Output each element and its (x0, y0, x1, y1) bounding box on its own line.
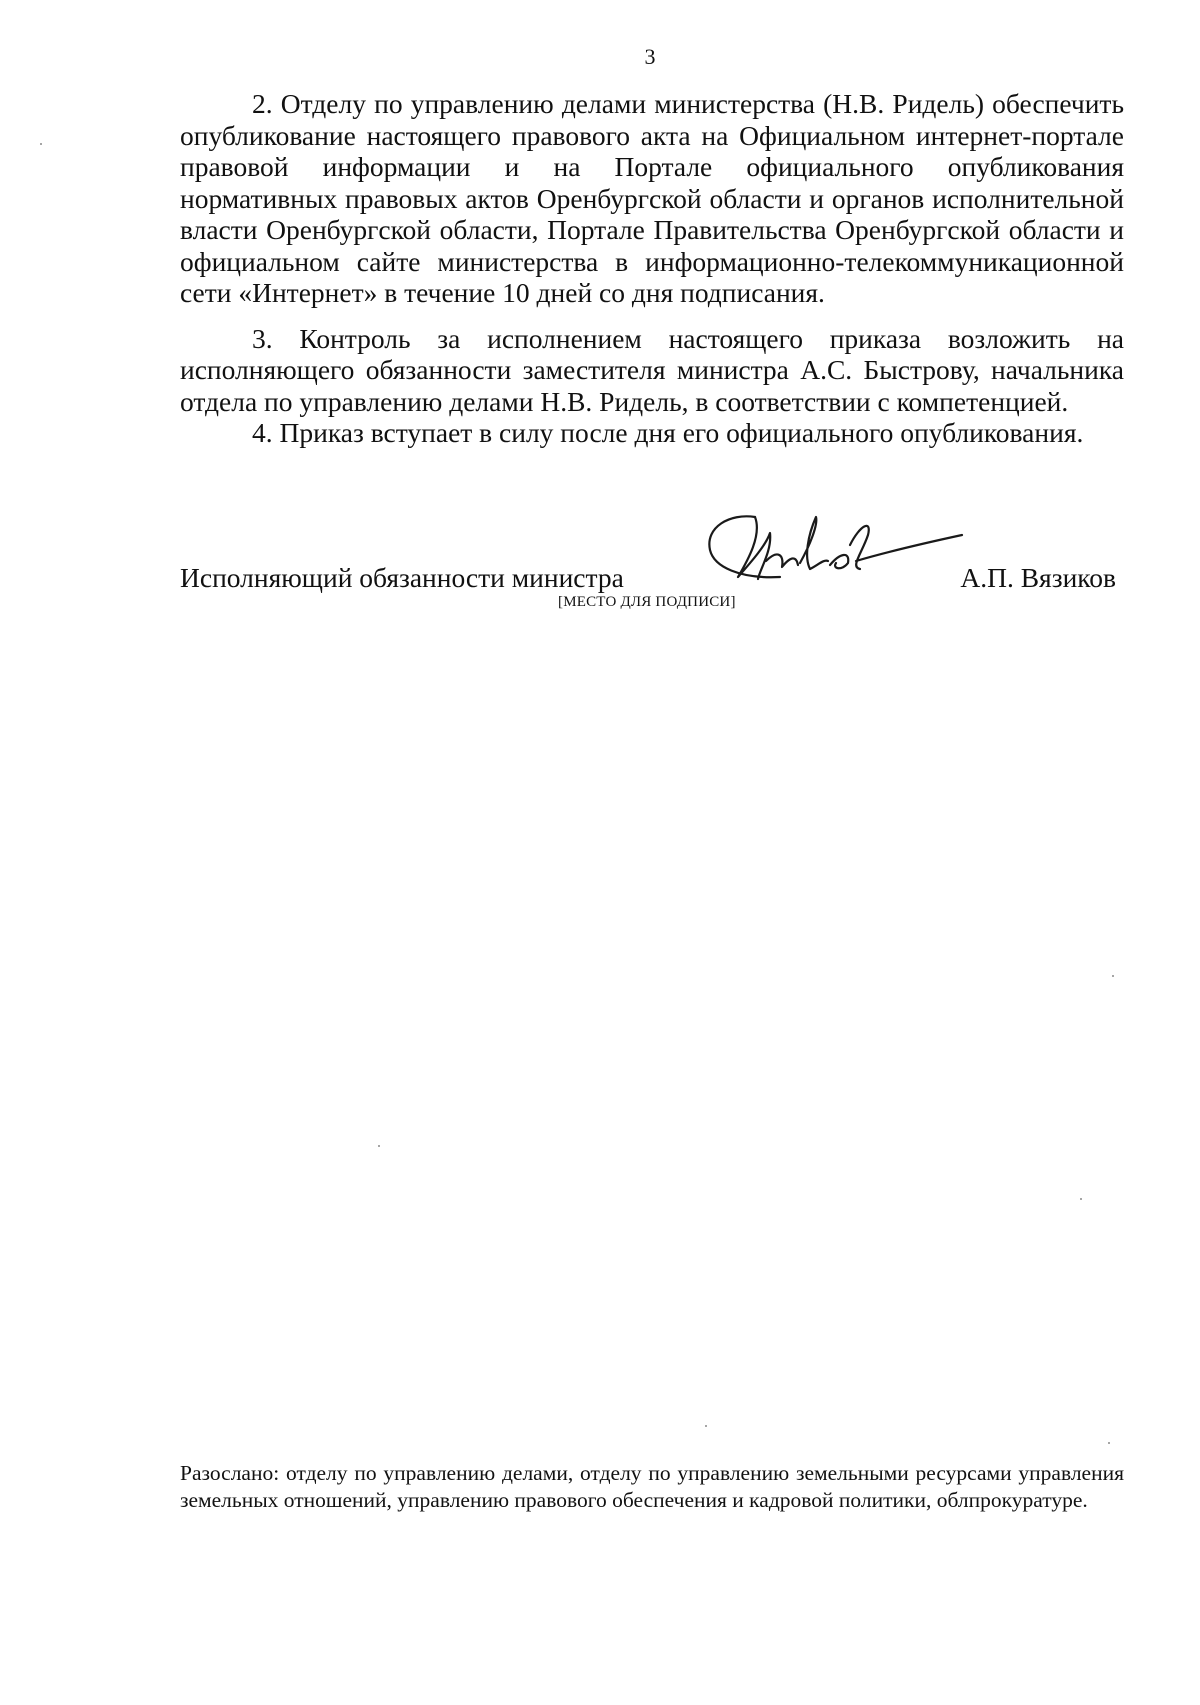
distribution-list (180, 1460, 1124, 1514)
scan-speck (705, 1425, 707, 1427)
scan-speck (40, 143, 42, 145)
signatory-name: А.П. Вязиков (960, 562, 1116, 593)
scan-speck (1080, 1198, 1082, 1200)
paragraph-2: 2. Отделу по управлению делами министерства (Н.В. Ридель) обеспечить опубликование настоящего правового акта на Официальном интернет-портале правовой информации и на Портале официального опубликования нормативных правовых актов Оренбургской области и органов исполнительной власти Оренбургской области, Портале Правительства Оренбургской области и официальном сайте министерства в информационно-телекоммуникационной сети «Интернет» в течение 10 дней со дня подписания. (180, 88, 1124, 308)
scan-speck (1112, 975, 1114, 977)
scan-speck (1108, 1442, 1110, 1444)
document-body (180, 88, 1124, 449)
signatory-position: Исполняющий обязанности министра (180, 562, 624, 593)
paragraph-4: 4. Приказ вступает в силу после дня его официального опубликования. (252, 417, 1084, 448)
paragraph-3: 3. Контроль за исполнением настоящего приказа возложить на исполняющего обязанности заместителя министра А.С. Быстрову, начальника отдела по управлению делами Н.В. Ридель, в соответствии с компетенцией. (180, 322, 1124, 417)
distribution-text: Разослано: отделу по управлению делами, отделу по управлению земельными ресурсами управления земельных отношений, управлению правового обеспечения и кадровой политики, облпрокуратуре. (180, 1461, 1124, 1512)
page-number: 3 (644, 44, 656, 69)
signature-block (180, 562, 1124, 622)
scan-speck (378, 1145, 380, 1147)
signature-placeholder: [МЕСТО ДЛЯ ПОДПИСИ] (558, 594, 736, 610)
